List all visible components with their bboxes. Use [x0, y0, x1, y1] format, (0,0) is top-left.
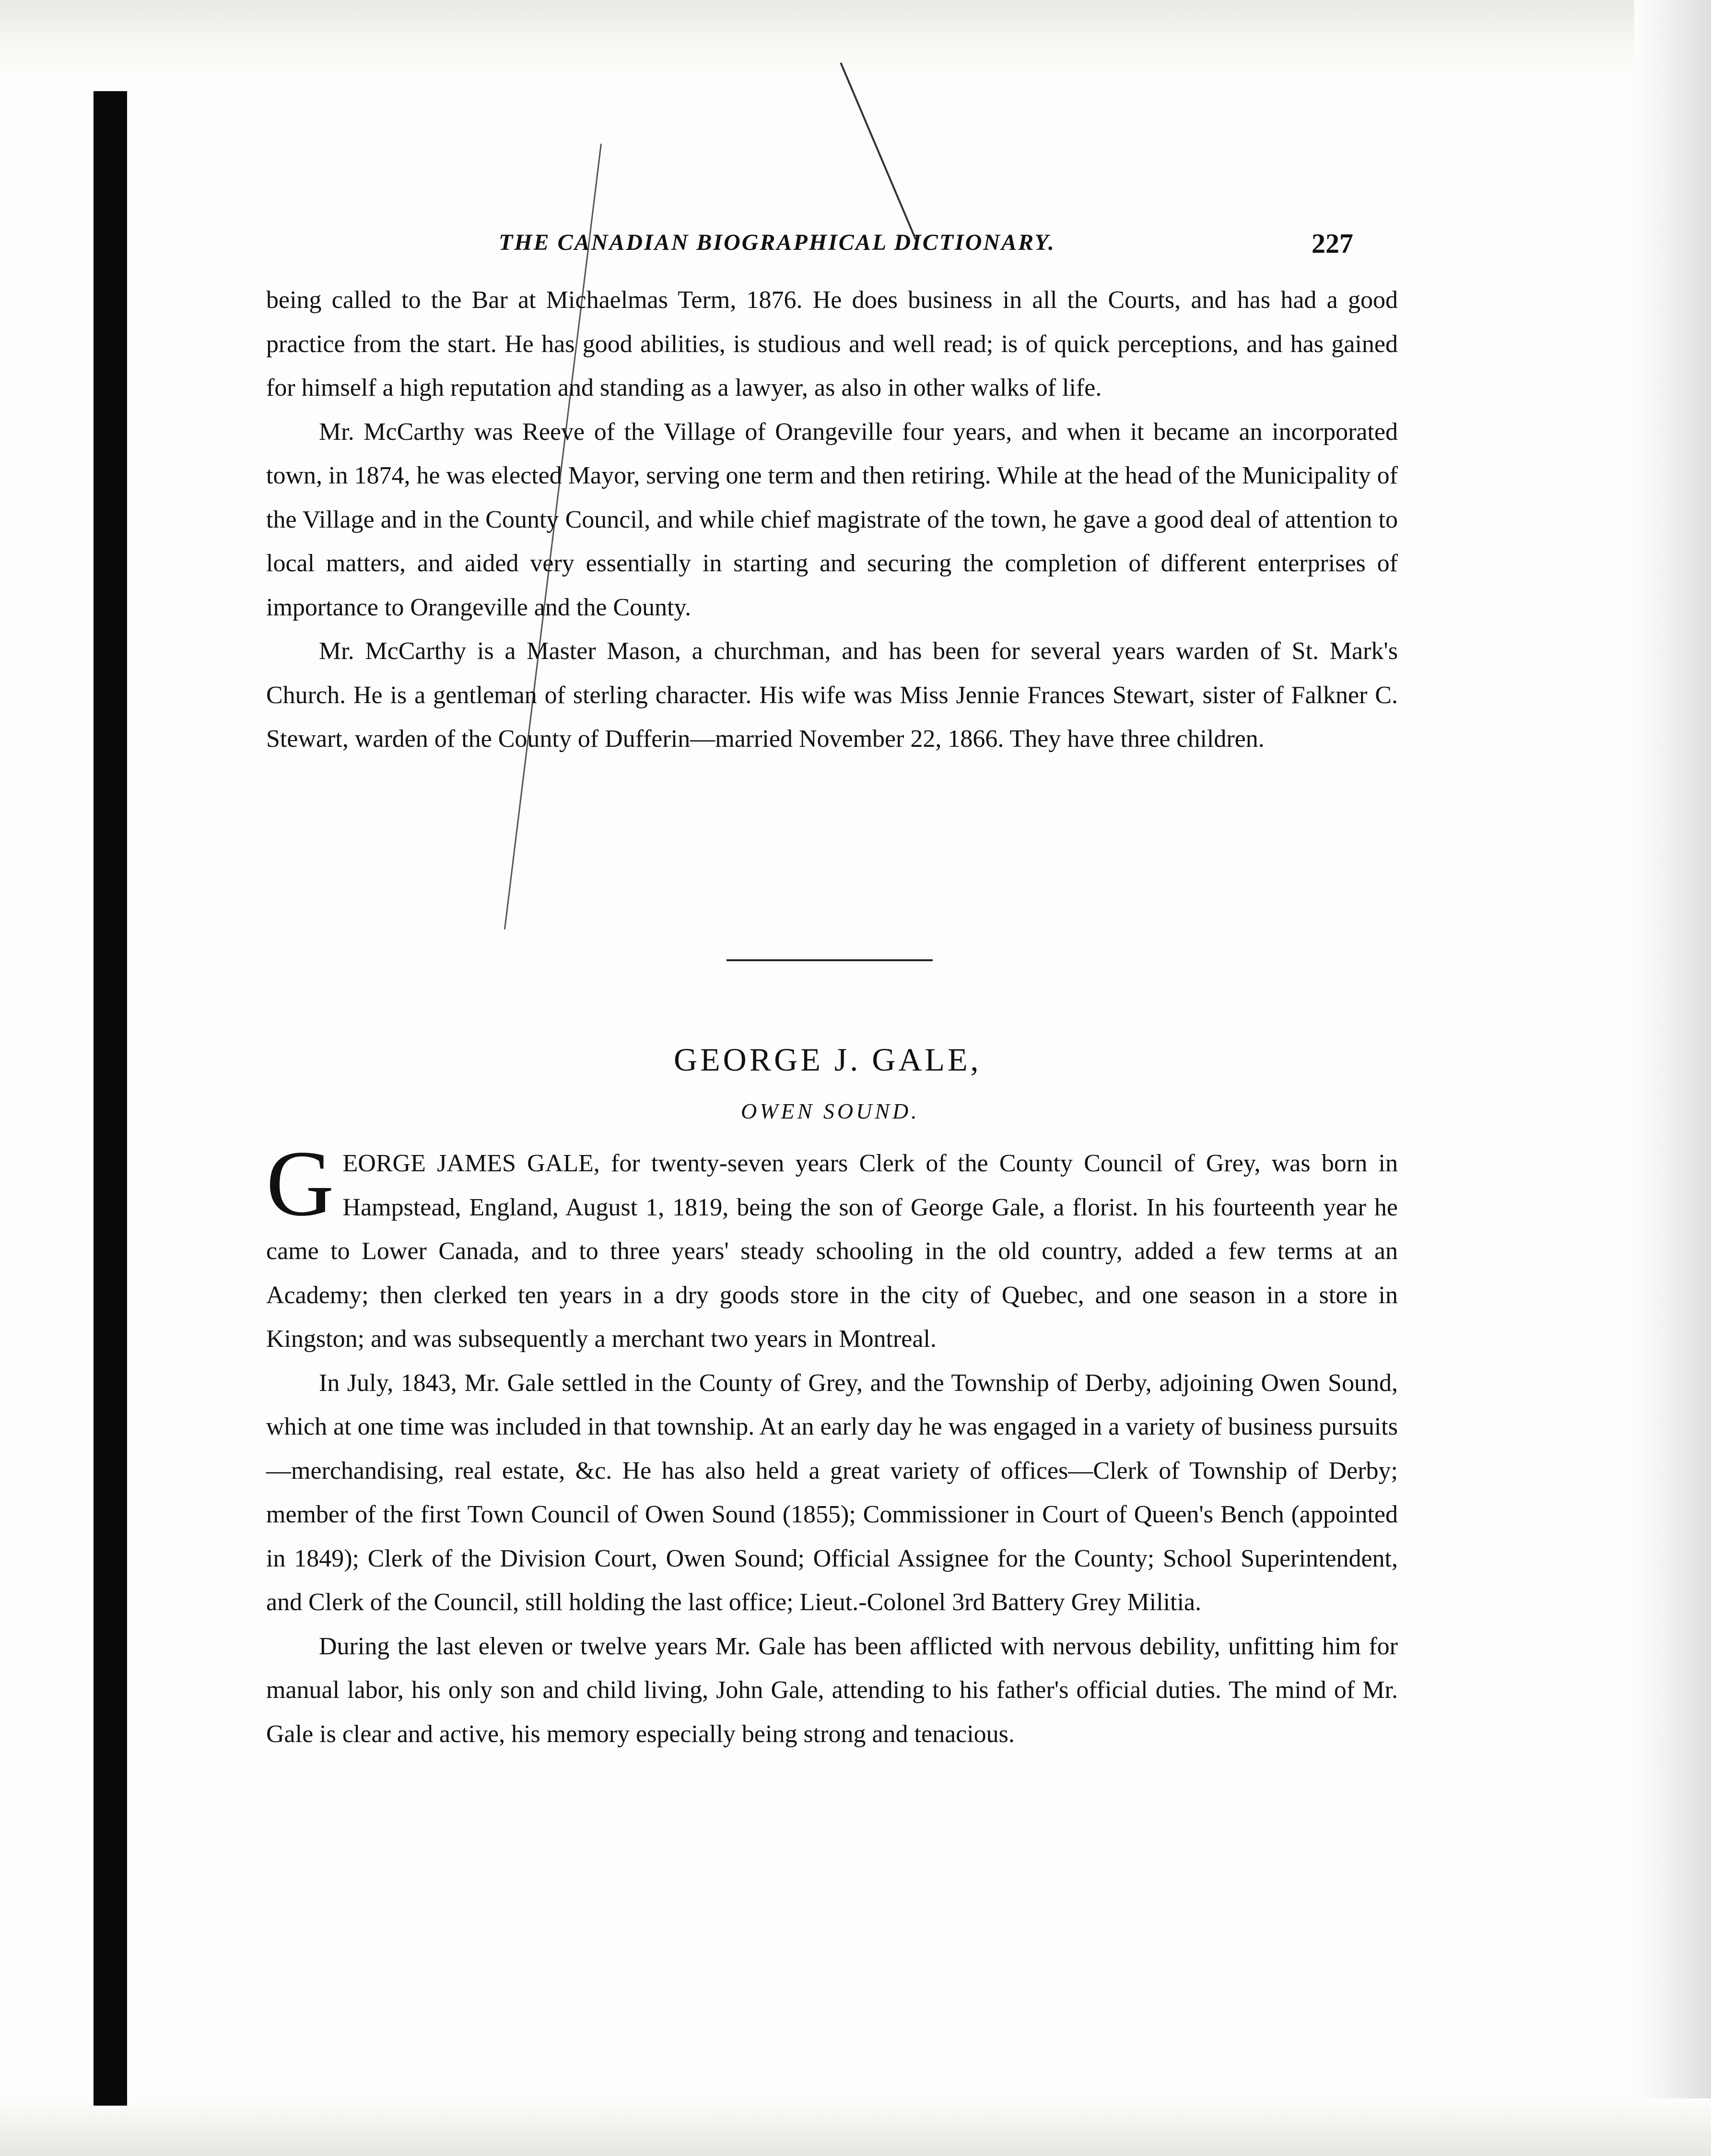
stray-mark	[840, 62, 916, 240]
paragraph: Mr. McCarthy is a Master Mason, a churchman, and has been for several years warden of St. Mark's Church. He is a gentleman of sterling character. His wife was Miss Jennie Frances Stewart, sister of Falkner C. Stewart, warden of the County of Dufferin—married November 22, 1866. They have three children.	[266, 637, 1398, 753]
first-paragraph-text: EORGE JAMES GALE, for twenty-seven years Clerk of the County Council of Grey, was born in Hampstead, England, August 1, 1819, being the son of George Gale, a florist. In his fourteenth year he came to Lower Canada, and to three years' steady schooling in the old country, added a few terms at an Academy; then clerked ten years in a dry goods store in the city of Quebec, and one season in a store in Kingston; and was subsequently a merchant two years in Montreal.	[266, 1150, 1398, 1353]
paragraph: being called to the Bar at Michaelmas Term, 1876. He does business in all the Courts, and has had a good practice from the start. He has good abilities, is studious and well read; is of quick perceptions, and has gained for himself a high reputation and standing as a lawyer, as also in other walks of life.	[266, 286, 1398, 401]
running-head: THE CANADIAN BIOGRAPHICAL DICTIONARY.	[499, 230, 1055, 255]
entry-place: OWEN SOUND.	[741, 1099, 920, 1123]
paragraph: In July, 1843, Mr. Gale settled in the County of Grey, and the Township of Derby, adjoining Owen Sound, which at one time was included in that township. At an early day he was engaged in a variety of business pursuits—merchandising, real estate, &c. He has also held a great variety of offices—Clerk of Township of Derby; member of the first Town Council of Owen Sound (1855); Commissioner in Court of Queen's Bench (appointed in 1849); Clerk of the Division Court, Owen Sound; Official Assignee for the County; School Superintendent, and Clerk of the Council, still holding the last office; Lieut.-Colonel 3rd Battery Grey Militia.	[266, 1369, 1398, 1616]
section-divider	[727, 959, 933, 961]
scan-edge-right	[1634, 0, 1711, 2156]
drop-cap: G	[266, 1131, 334, 1236]
paragraph: During the last eleven or twelve years Mr. Gale has been afflicted with nervous debility, unfitting him for manual labor, his only son and child living, John Gale, attending to his father's official duties. The mind of Mr. Gale is clear and active, his memory especially being strong and tenacious.	[266, 1632, 1398, 1748]
paragraph: Mr. McCarthy was Reeve of the Village of Orangeville four years, and when it became an incorporated town, in 1874, he was elected Mayor, serving one term and then retiring. While at the head of the Municipality of the Village and in the County Council, and while chief magistrate of the town, he gave a good deal of attention to local matters, and aided very essentially in starting and securing the completion of different enterprises of importance to Orangeville and the County.	[266, 418, 1398, 621]
scan-edge-bottom	[0, 2098, 1711, 2156]
scan-edge-top	[0, 0, 1711, 72]
entry-title: GEORGE J. GALE,	[674, 1041, 982, 1078]
entry-text	[266, 1131, 1398, 1756]
page-number: 227	[1312, 228, 1353, 259]
paragraph	[266, 1131, 1398, 1361]
previous-entry-text	[266, 278, 1398, 761]
binding-shadow	[94, 91, 127, 2106]
